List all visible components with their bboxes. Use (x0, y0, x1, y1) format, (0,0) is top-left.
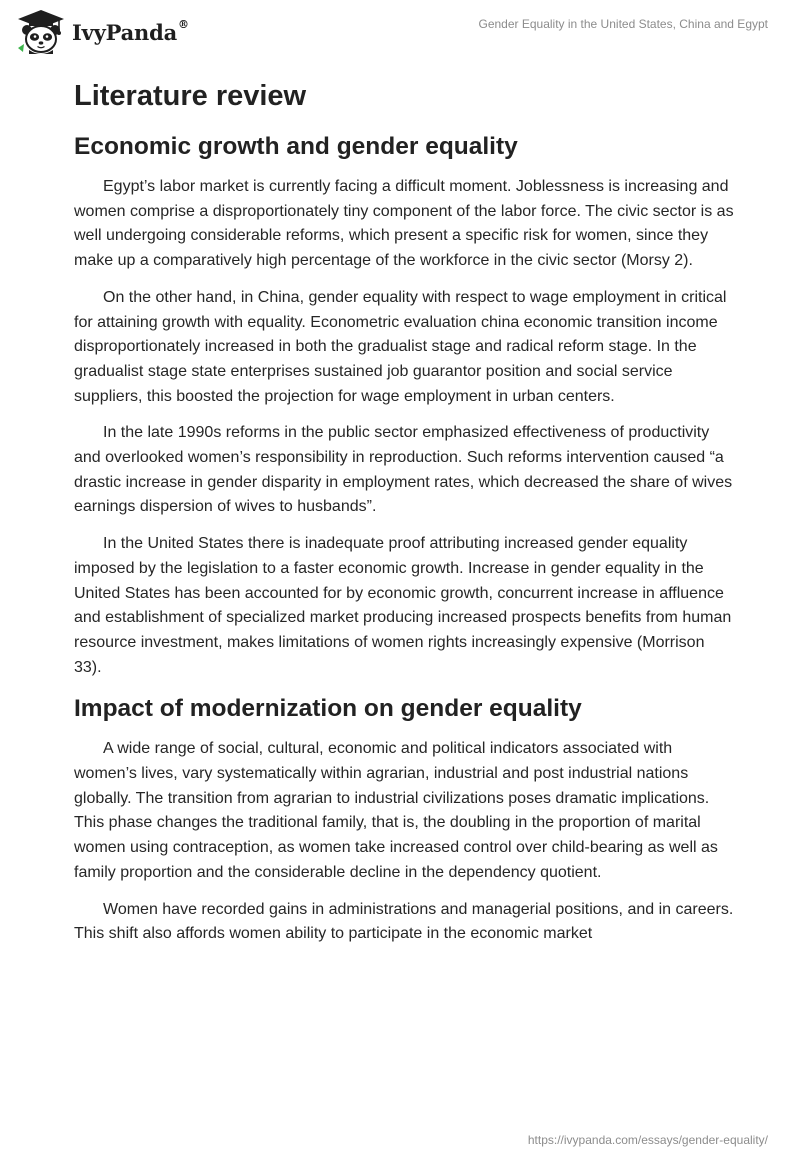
article-body (74, 70, 734, 959)
paragraph: Egypt’s labor market is currently facing a difficult moment. Joblessness is increasing and women comprise a disproportionately tiny component of the labor force. The civic sector is as well undergoing considerable reforms, which present a specific risk for women, since they make up a comparatively high percentage of the workforce in the civic sector (Morsy 2). (74, 178, 734, 270)
section-heading: Economic growth and gender equality (74, 133, 518, 160)
paragraph: In the late 1990s reforms in the public sector emphasized effectiveness of productivity and overlooked women’s responsibility in reproduction. Such reforms intervention caused “a drastic increase in gender disparity in employment rates, which decreased the share of wives earnings dispersion of wives to husbands”. (74, 424, 733, 516)
paragraph: On the other hand, in China, gender equality with respect to wage employment in critical for attaining growth with equality. Econometric evaluation china economic transition income disproportionately increased in both the gradualist stage and radical reform stage. In the gradualist stage state enterprises sustained job guarantor position and social service suppliers, this boosted the projection for wage employment in urban centers. (74, 288, 727, 405)
section-heading: Impact of modernization on gender equality (74, 695, 582, 723)
paragraph: Women have recorded gains in administrations and managerial positions, and in careers. This shift also affords women ability to participate in the economic market (74, 900, 734, 943)
panda-graduate-icon (16, 8, 66, 56)
paragraph: A wide range of social, cultural, economic and political indicators associated with women’s lives, vary systematically within agrarian, industrial and post industrial nations globally. The transition from agrarian to industrial civilizations poses dramatic implications. This phase changes the traditional family, that is, the doubling in the proportion of marital women using contraception, as women take increased control over child-bearing as well as family proportion and the considerable decline in the dependency quotient. (74, 740, 718, 881)
brand-name: IvyPanda® (72, 17, 189, 45)
footer-url[interactable]: https://ivypanda.com/essays/gender-equality/ (527, 1133, 768, 1147)
page-header (0, 0, 800, 64)
document-title: Gender Equality in the United States, China and Egypt (478, 17, 768, 31)
page-title: Literature review (74, 80, 307, 112)
paragraph: In the United States there is inadequate proof attributing increased gender equality imposed by the legislation to a faster economic growth. Increase in gender equality in the United States has been accounted for by economic growth, concurrent increase in affluence and establishment of specialized market producing increased prospects benefits from human resource investment, makes limitations of women rights increasingly expensive (Morrison 33). (74, 535, 732, 676)
ivypanda-logo[interactable] (16, 8, 189, 56)
